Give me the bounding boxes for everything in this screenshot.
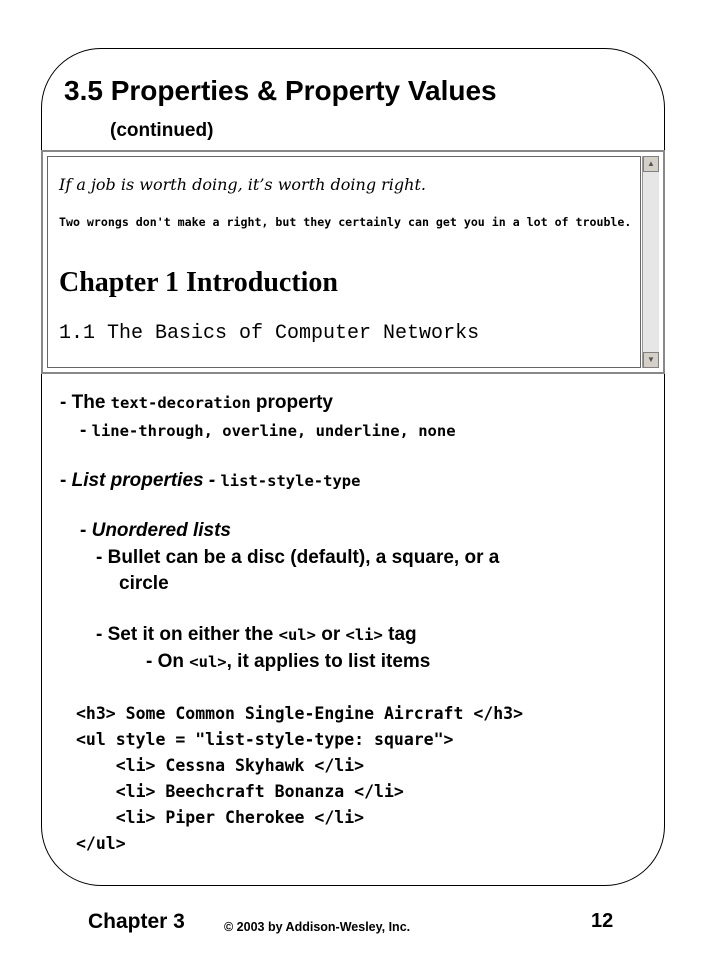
section-heading: 1.1 The Basics of Computer Networks (59, 322, 480, 345)
chapter-heading: Chapter 1 Introduction (59, 267, 339, 298)
scroll-down-icon[interactable]: ▼ (643, 352, 659, 368)
on-ul-line: - On <ul>, it applies to list items (146, 651, 431, 672)
code-ul-tag-2: <ul> (189, 653, 227, 671)
code-decoration-values: line-through, overline, underline, none (91, 422, 456, 440)
code-text-decoration: text-decoration (110, 394, 251, 412)
scroll-up-icon[interactable]: ▲ (643, 156, 659, 172)
vertical-scrollbar[interactable] (642, 156, 659, 368)
list-properties-line: - List properties - list-style-type (60, 470, 361, 491)
browser-screenshot (41, 150, 665, 374)
code-ul-tag: <ul> (278, 626, 316, 644)
set-it-line: - Set it on either the <ul> or <li> tag (96, 624, 417, 645)
browser-content (47, 156, 641, 368)
slide-subtitle: (continued) (110, 120, 214, 141)
bold-mono-sentence: Two wrongs don't make a right, but they certainly can get you in a lot of trouble. (59, 215, 632, 229)
unordered-lists-line: - Unordered lists (80, 520, 231, 541)
footer-copyright: © 2003 by Addison-Wesley, Inc. (224, 920, 411, 934)
italic-sentence: If a job is worth doing, it’s worth doing right. (59, 175, 426, 194)
code-line: <li> Piper Cherokee </li> (76, 808, 365, 827)
bullet-line-1: - Bullet can be a disc (default), a square, or a (96, 547, 500, 568)
slide-title: 3.5 Properties & Property Values (64, 75, 497, 106)
code-line: <ul style = "list-style-type: square"> (76, 730, 454, 749)
text-decoration-values: - line-through, overline, underline, none (80, 420, 456, 441)
code-li-tag: <li> (345, 626, 383, 644)
bullet-line-2: circle (119, 573, 169, 594)
page-number: 12 (591, 910, 614, 932)
text-decoration-line: - The text-decoration property (60, 392, 334, 413)
code-line: <h3> Some Common Single-Engine Aircraft </h3> (76, 704, 524, 723)
code-line: <li> Cessna Skyhawk </li> (76, 756, 365, 775)
footer-chapter: Chapter 3 (88, 910, 185, 933)
code-line: </ul> (76, 834, 126, 853)
code-list-style-type: list-style-type (220, 472, 361, 490)
code-line: <li> Beechcraft Bonanza </li> (76, 782, 404, 801)
